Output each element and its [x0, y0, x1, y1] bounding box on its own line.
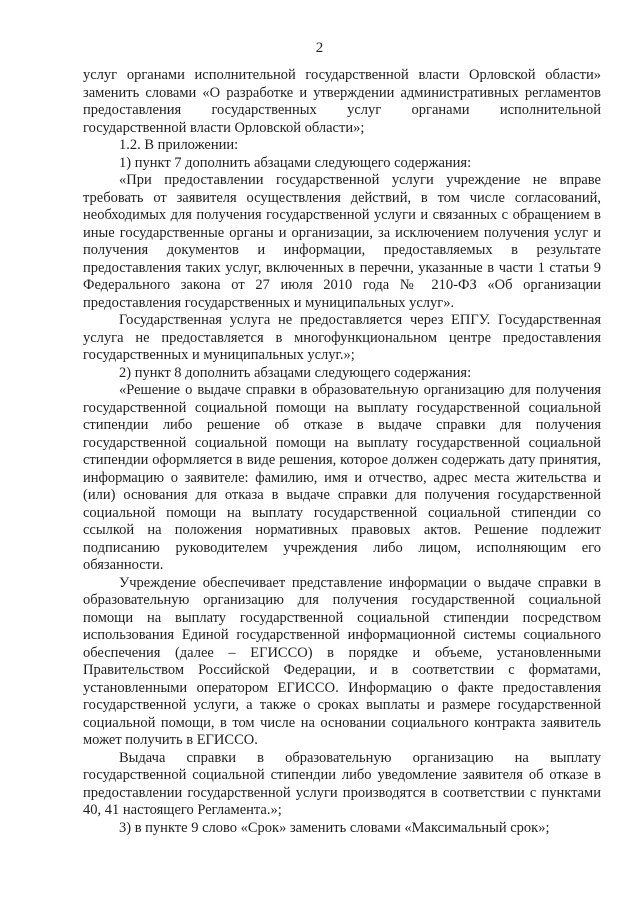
quoted-paragraph: «При предоставлении государственной услуги учреждение не вправе требовать от заявителя осуществления действий, в том числе согласований, необходимых для получения государственной услуги и связанных с обращением в иные государственные органы и организации, за исключением получения услуг и получения документов и информации, предоставляемых в результате предоставления таких услуг, включенных в перечни, указанные в части 1 статьи 9 Федерального закона от 27 июля 2010 года № 210-ФЗ «Об организации предоставления государственных и муниципальных услуг». [83, 172, 601, 311]
list-item-1: 1) пункт 7 дополнить абзацами следующего содержания: [119, 154, 472, 171]
section-heading-1-2: 1.2. В приложении: [119, 137, 239, 153]
list-item-3: 3) в пункте 9 слово «Срок» заменить словами «Максимальный срок»; [119, 819, 550, 836]
paragraph-continuation: услуг органами исполнительной государственной власти Орловской области» заменить словами «О разработке и утверждении административных регламентов предоставления государственных услуг органами исполнительной государственной власти Орловской области»; [83, 67, 601, 136]
document-body [83, 67, 601, 837]
paragraph: Государственная услуга не предоставляется через ЕПГУ. Государственная услуга не предоставляется в многофункциональном центре предоставления государственных и муниципальных услуг.»; [83, 312, 601, 363]
paragraph: Учреждение обеспечивает представление информации о выдаче справки в образовательную организацию для получения государственной социальной помощи на выплату государственной социальной стипендии посредством использования Единой государственной информационной системы социального обеспечения (далее – ЕГИССО) в порядке и объеме, установленными Правительством Российской Федерации, и в соответствии с форматами, установленными оператором ЕГИССО. Информацию о факте предоставления государственной услуги, а также о сроках выплаты и размере государственной социальной помощи, в том числе на основании социального контракта заявитель может получить в ЕГИССО. [83, 574, 601, 748]
page-number: 2 [315, 40, 324, 56]
paragraph: Выдача справки в образовательную организацию на выплату государственной социальной стипендии либо уведомление заявителя об отказе в предоставлении государственной услуги производятся в соответствии с пунктами 40, 41 настоящего Регламента.»; [83, 749, 601, 818]
list-item-2: 2) пункт 8 дополнить абзацами следующего содержания: [119, 364, 472, 381]
quoted-paragraph: «Решение о выдаче справки в образовательную организацию для получения государственной социальной помощи на выплату государственной социальной стипендии либо решение об отказе в выдаче справки для получения государственной социальной помощи на выплату государственной социальной стипендии оформляется в виде решения, которое должен содержать дату принятия, информацию о заявителе: фамилию, имя и отчество, адрес места жительства и (или) основания для отказа в выдаче справки для получения государственной социальной помощи на выплату государственной социальной стипендии со ссылкой на положения нормативных правовых актов. Решение подлежит подписанию руководителем учреждения либо лицом, исполняющим его обязанности. [83, 382, 601, 573]
